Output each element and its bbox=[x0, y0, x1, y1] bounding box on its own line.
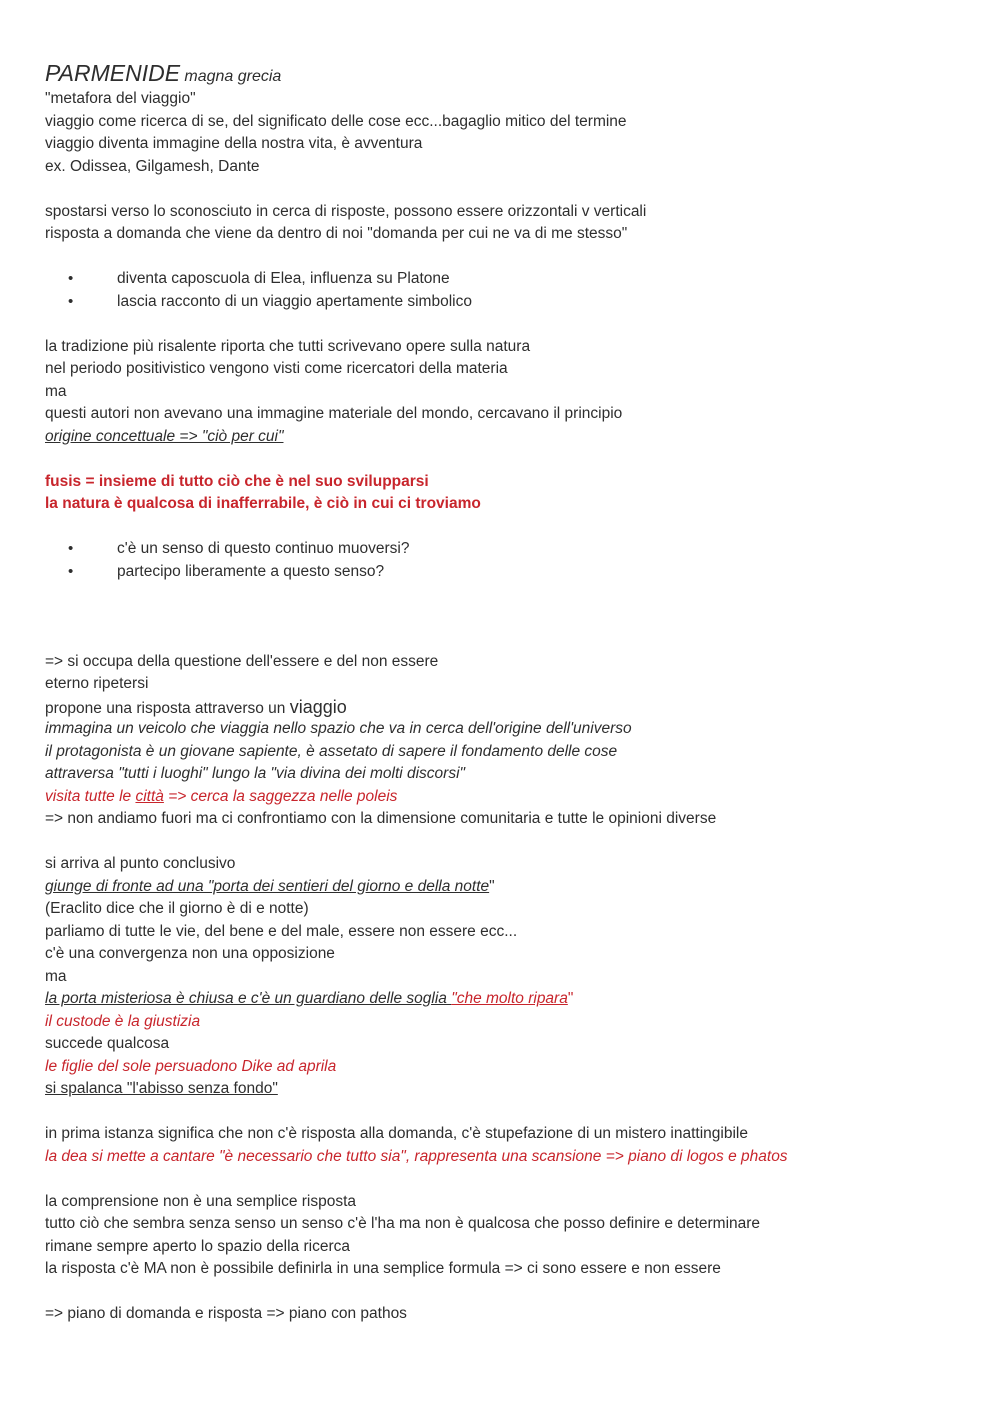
bullet-item bbox=[45, 291, 965, 314]
underlined-word: città bbox=[135, 787, 164, 805]
text-line: questi autori non avevano una immagine materiale del mondo, cercavano il principio bbox=[45, 405, 623, 422]
text-line: tutto ciò che sembra senza senso un senso c'è l'ha ma non è qualcosa che posso definire e determinare bbox=[45, 1215, 761, 1232]
text-line: succede qualcosa bbox=[45, 1035, 170, 1052]
text-line: si arriva al punto conclusivo bbox=[45, 855, 236, 872]
text-line: ma bbox=[45, 967, 67, 985]
blank-line bbox=[45, 606, 965, 629]
heading bbox=[45, 58, 965, 88]
text-line bbox=[45, 426, 965, 449]
blank-line bbox=[45, 831, 965, 854]
red-italic-line bbox=[45, 786, 965, 809]
italic-line: attraversa "tutti i luoghi" lungo la "via divina dei molti discorsi" bbox=[45, 765, 466, 782]
bullet-icon: • bbox=[68, 540, 74, 557]
text-line: viaggio diventa immagine della nostra vita, è avventura bbox=[45, 135, 423, 152]
blank-line bbox=[45, 313, 965, 336]
text-line: viaggio come ricerca di se, del significato delle cose ecc...bagaglio mitico del termine bbox=[45, 112, 627, 130]
bullet-text: partecipo liberamente a questo senso? bbox=[117, 562, 385, 580]
text-line: "metafora del viaggio" bbox=[45, 90, 196, 107]
text-line bbox=[45, 696, 965, 719]
highlight-line: la natura è qualcosa di inafferrabile, è ciò in cui ci troviamo bbox=[45, 495, 481, 512]
blank-line bbox=[45, 1101, 965, 1124]
text-line: in prima istanza significa che non c'è risposta alla domanda, c'è stupefazione di un mistero inattingibile bbox=[45, 1125, 748, 1142]
large-word: viaggio bbox=[289, 696, 347, 717]
document-page bbox=[45, 58, 965, 1326]
blank-line bbox=[45, 1168, 965, 1191]
text-span: => cerca la saggezza nelle poleis bbox=[163, 787, 398, 805]
bullet-icon: • bbox=[68, 292, 74, 310]
document-title: PARMENIDE bbox=[45, 60, 181, 86]
red-italic-line: il custode è la giustizia bbox=[45, 1012, 201, 1030]
blank-line bbox=[45, 516, 965, 539]
blank-line bbox=[45, 583, 965, 606]
text-line: nel periodo positivistico vengono visti come ricercatori della materia bbox=[45, 360, 508, 377]
blank-line bbox=[45, 246, 965, 269]
text-line: spostarsi verso lo sconosciuto in cerca di risposte, possono essere orizzontali v verticali bbox=[45, 202, 647, 220]
bullet-item bbox=[45, 561, 965, 584]
text-line: (Eraclito dice che il giorno è di e notte) bbox=[45, 900, 309, 917]
text-line: la tradizione più risalente riporta che tutti scrivevano opere sulla natura bbox=[45, 337, 531, 355]
underlined-italic-text: origine concettuale => "ciò per cui" bbox=[45, 427, 284, 445]
text-line: eterno ripetersi bbox=[45, 675, 149, 692]
blank-line bbox=[45, 178, 965, 201]
text-line: c'è una convergenza non una opposizione bbox=[45, 945, 335, 962]
text-line: => si occupa della questione dell'essere e del non essere bbox=[45, 652, 439, 670]
text-span: visita tutte le bbox=[45, 787, 136, 805]
bullet-icon: • bbox=[68, 562, 74, 580]
underlined-italic-text: giunge di fronte ad una "porta dei sentieri del giorno e della notte bbox=[45, 877, 490, 895]
text-line bbox=[45, 1078, 965, 1101]
bullet-text: diventa caposcuola di Elea, influenza su Platone bbox=[117, 270, 450, 287]
document-subtitle: magna grecia bbox=[184, 68, 282, 85]
blank-line bbox=[45, 628, 965, 651]
text-line: la risposta c'è MA non è possibile definirla in una semplice formula => ci sono essere e non essere bbox=[45, 1260, 721, 1277]
underlined-italic-text: la porta misteriosa è chiusa e c'è un guardiano delle soglia bbox=[45, 990, 452, 1007]
red-underlined-italic-text: "che molto ripara bbox=[451, 990, 568, 1007]
italic-line: immagina un veicolo che viaggia nello spazio che va in cerca dell'origine dell'universo bbox=[45, 720, 632, 737]
bullet-item bbox=[45, 538, 965, 561]
blank-line bbox=[45, 448, 965, 471]
red-text-span: " bbox=[567, 990, 574, 1007]
blank-line bbox=[45, 1281, 965, 1304]
red-italic-line: la dea si mette a cantare "è necessario che tutto sia", rappresenta una scansione => piano di logos e phatos bbox=[45, 1147, 788, 1165]
red-italic-line: le figlie del sole persuadono Dike ad aprila bbox=[45, 1057, 337, 1075]
text-line: ex. Odissea, Gilgamesh, Dante bbox=[45, 157, 260, 175]
text-line: => piano di domanda e risposta => piano con pathos bbox=[45, 1305, 407, 1322]
highlight-line: fusis = insieme di tutto ciò che è nel suo svilupparsi bbox=[45, 472, 429, 490]
text-line bbox=[45, 988, 965, 1011]
text-line: rimane sempre aperto lo spazio della ricerca bbox=[45, 1237, 350, 1255]
text-line: ma bbox=[45, 382, 67, 400]
text-line: la comprensione non è una semplice risposta bbox=[45, 1192, 357, 1210]
text-line: risposta a domanda che viene da dentro di noi "domanda per cui ne va di me stesso" bbox=[45, 225, 628, 242]
text-span: propone una risposta attraverso un bbox=[45, 699, 290, 717]
bullet-text: lascia racconto di un viaggio apertamente simbolico bbox=[117, 292, 472, 310]
text-line: => non andiamo fuori ma ci confrontiamo con la dimensione comunitaria e tutte le opinioni diverse bbox=[45, 810, 717, 827]
bullet-text: c'è un senso di questo continuo muoversi? bbox=[117, 540, 410, 557]
text-line bbox=[45, 876, 965, 899]
bullet-icon: • bbox=[68, 270, 74, 287]
text-span: " bbox=[489, 877, 495, 895]
underlined-text: si spalanca "l'abisso senza fondo" bbox=[45, 1080, 278, 1097]
text-line: parliamo di tutte le vie, del bene e del male, essere non essere ecc... bbox=[45, 922, 518, 940]
bullet-item bbox=[45, 268, 965, 291]
italic-line: il protagonista è un giovane sapiente, è assetato di sapere il fondamento delle cose bbox=[45, 742, 618, 760]
